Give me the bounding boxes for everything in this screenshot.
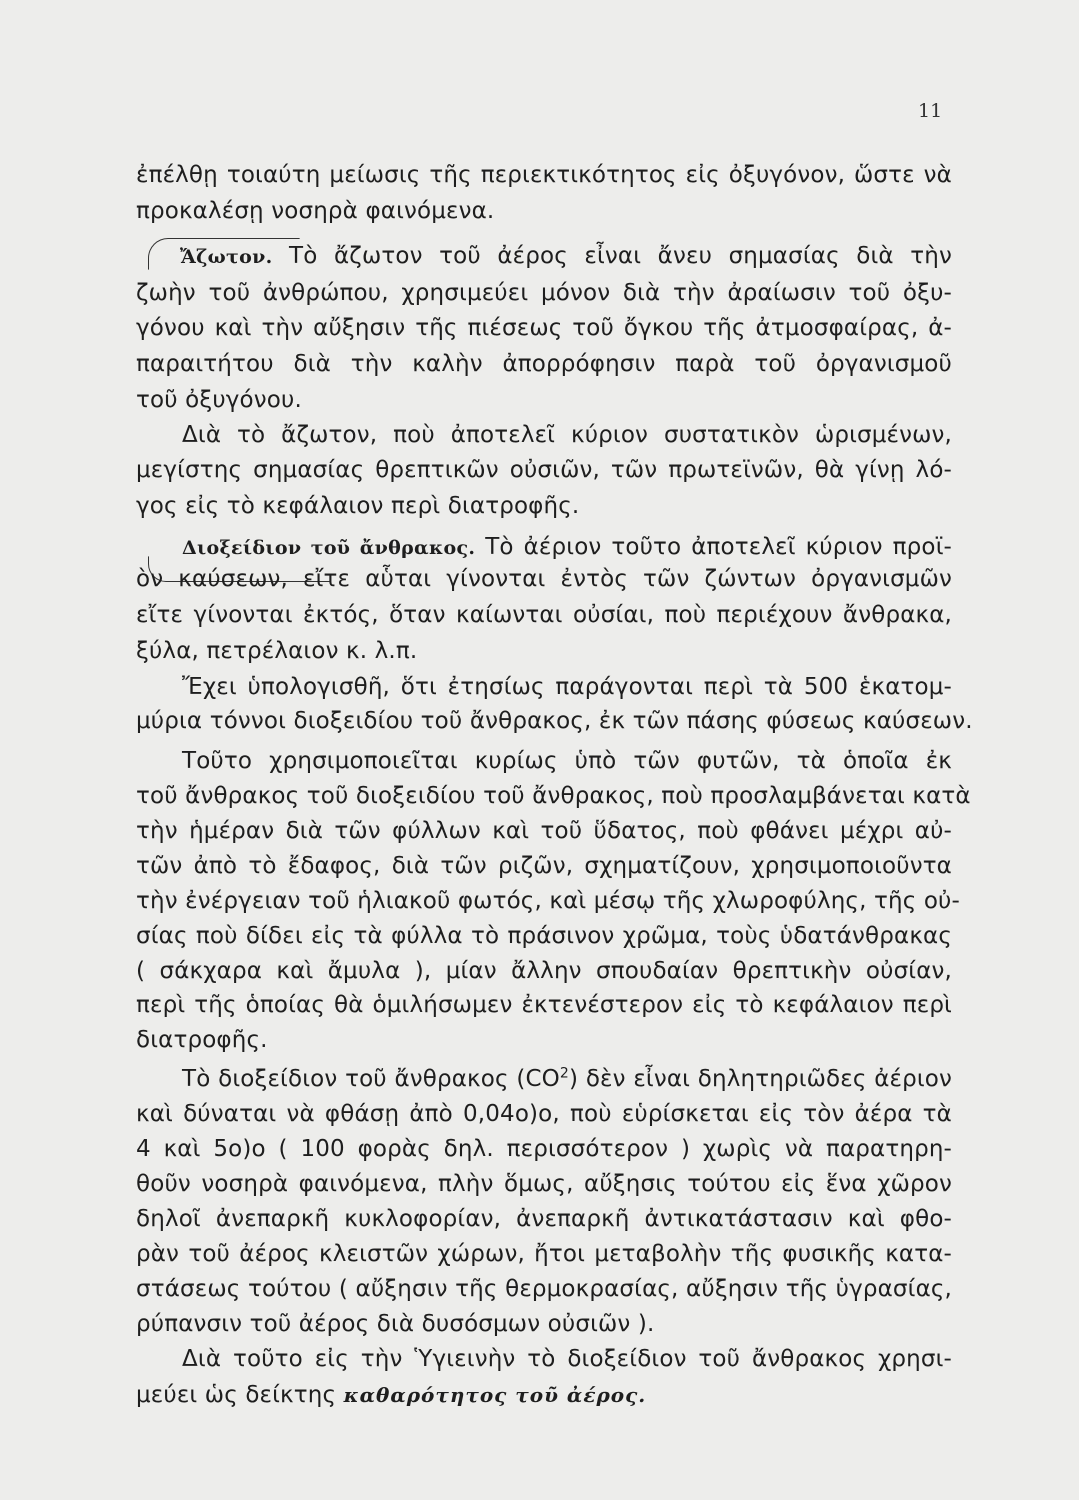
text-line: ( σάκχαρα καὶ ἄμυλα ), μίαν ἄλλην σπουδαίαν θρεπτικὴν οὐσίαν,	[136, 958, 952, 984]
co2-line	[182, 1062, 952, 1096]
text-line: διατροφῆς.	[136, 1027, 268, 1053]
text-line: Ἔχει ὑπολογισθῆ, ὅτι ἐτησίως παράγονται περὶ τὰ 500 ἑκατομ-	[182, 674, 952, 700]
text-line: τῶν ἀπὸ τὸ ἔδαφος, διὰ τῶν ριζῶν, σχηματίζουν, χρησιμοποιοῦντα	[136, 853, 952, 879]
section-dioxide-line	[182, 530, 952, 564]
text-line: ξύλα, πετρέλαιον κ. λ.π.	[136, 638, 418, 664]
co2-text-before: Τὸ διοξείδιον τοῦ ἄνθρακος (CO	[182, 1066, 560, 1092]
section-azoton-text: Τὸ ἄζωτον τοῦ ἀέρος εἶναι ἄνευ σημασίας διὰ τὴν	[272, 243, 952, 269]
text-line: τοῦ ὀξυγόνου.	[136, 387, 302, 413]
text-line: Διὰ τὸ ἄζωτον, ποὺ ἀποτελεῖ κύριον συστατικὸν ὡρισμένων,	[182, 422, 952, 448]
text-line: στάσεως τούτου ( αὔξησιν τῆς θερμοκρασίας, αὔξησιν τῆς ὑγρασίας,	[136, 1276, 952, 1302]
text-line: περὶ τῆς ὁποίας θὰ ὁμιλήσωμεν ἐκτενέστερον εἰς τὸ κεφάλαιον περὶ	[136, 992, 952, 1018]
page-number: 11	[918, 100, 943, 122]
emphasis-text: καθαρότητος τοῦ ἀέρος.	[343, 1383, 647, 1407]
text-line: ὸν καύσεων, εἴτε αὗται γίνονται ἐντὸς τῶν ζώντων ὀργανισμῶν	[136, 566, 952, 592]
text-line: μεγίστης σημασίας θρεπτικῶν οὐσιῶν, τῶν πρωτεϊνῶν, θὰ γίνῃ λό-	[136, 457, 952, 483]
text-line: Διὰ τοῦτο εἰς τὴν Ὑγιεινὴν τὸ διοξείδιον τοῦ ἄνθρακος χρησι-	[182, 1346, 952, 1372]
text-line: ἐπέλθῃ τοιαύτη μείωσις τῆς περιεκτικότητος εἰς ὀξυγόνον, ὥστε νὰ	[136, 162, 952, 188]
text-line: τὴν ἐνέργειαν τοῦ ἡλιακοῦ φωτός, καὶ μέσῳ τῆς χλωροφύλης, τῆς οὐ-	[136, 888, 960, 914]
text-line: σίας ποὺ δίδει εἰς τὰ φύλλα τὸ πράσινον χρῶμα, τοὺς ὑδατάνθρακας	[136, 923, 952, 949]
co2-superscript: 2	[559, 1065, 569, 1082]
text-line: γος εἰς τὸ κεφάλαιον περὶ διατροφῆς.	[136, 493, 580, 519]
section-heading-azoton: Ἄζωτον.	[180, 246, 273, 268]
text-line: τοῦ ἄνθρακος τοῦ διοξειδίου τοῦ ἄνθρακος, ποὺ προσλαμβάνεται κατὰ	[136, 783, 971, 809]
text-line: ρὰν τοῦ ἀέρος κλειστῶν χώρων, ἤτοι μεταβολὴν τῆς φυσικῆς κατα-	[136, 1241, 952, 1267]
final-line	[136, 1378, 952, 1412]
text-line: θοῦν νοσηρὰ φαινόμενα, πλὴν ὅμως, αὔξησις τούτου εἰς ἕνα χῶρον	[136, 1171, 952, 1197]
text-line: Τοῦτο χρησιμοποιεῖται κυρίως ὑπὸ τῶν φυτῶν, τὰ ὁποῖα ἐκ	[182, 748, 952, 774]
text-line: ρύπανσιν τοῦ ἀέρος διὰ δυσόσμων οὐσιῶν ).	[136, 1311, 655, 1337]
text-line: μύρια τόννοι διοξειδίου τοῦ ἄνθρακος, ἐκ τῶν πάσης φύσεως καύσεων.	[136, 708, 973, 734]
text-line: γόνου καὶ τὴν αὔξησιν τῆς πιέσεως τοῦ ὄγκου τῆς ἀτμοσφαίρας, ἀ-	[136, 315, 952, 341]
text-line: ζωὴν τοῦ ἀνθρώπου, χρησιμεύει μόνον διὰ τὴν ἀραίωσιν τοῦ ὀξυ-	[136, 280, 952, 306]
co2-text-after: ) δὲν εἶναι δηλητηριῶδες ἀέριον	[568, 1066, 952, 1092]
final-line-text: μεύει ὡς δείκτης	[136, 1382, 337, 1408]
text-line: τὴν ἡμέραν διὰ τῶν φύλλων καὶ τοῦ ὕδατος, ποὺ φθάνει μέχρι αὐ-	[136, 818, 952, 844]
text-line: εἴτε γίνονται ἐκτός, ὅταν καίωνται οὐσίαι, ποὺ περιέχουν ἄνθρακα,	[136, 602, 952, 628]
section-azoton-line	[180, 239, 952, 273]
text-line: 4 καὶ 5ο)ο ( 100 φορὰς δηλ. περισσότερον ) χωρὶς νὰ παρατηρη-	[136, 1136, 952, 1162]
text-line: προκαλέσῃ νοσηρὰ φαινόμενα.	[136, 198, 495, 224]
section-heading-dioxide: Διοξείδιον τοῦ ἄνθρακος.	[182, 537, 476, 559]
text-line: καὶ δύναται νὰ φθάσῃ ἀπὸ 0,04ο)ο, ποὺ εὑρίσκεται εἰς τὸν ἀέρα τὰ	[136, 1101, 952, 1127]
text-line: παραιτήτου διὰ τὴν καλὴν ἀπορρόφησιν παρὰ τοῦ ὀργανισμοῦ	[136, 351, 952, 377]
text-line: δηλοῖ ἀνεπαρκῆ κυκλοφορίαν, ἀνεπαρκῆ ἀντικατάστασιν καὶ φθο-	[136, 1206, 952, 1232]
section-dioxide-text: Τὸ ἀέριον τοῦτο ἀποτελεῖ κύριον προϊ-	[475, 534, 952, 560]
